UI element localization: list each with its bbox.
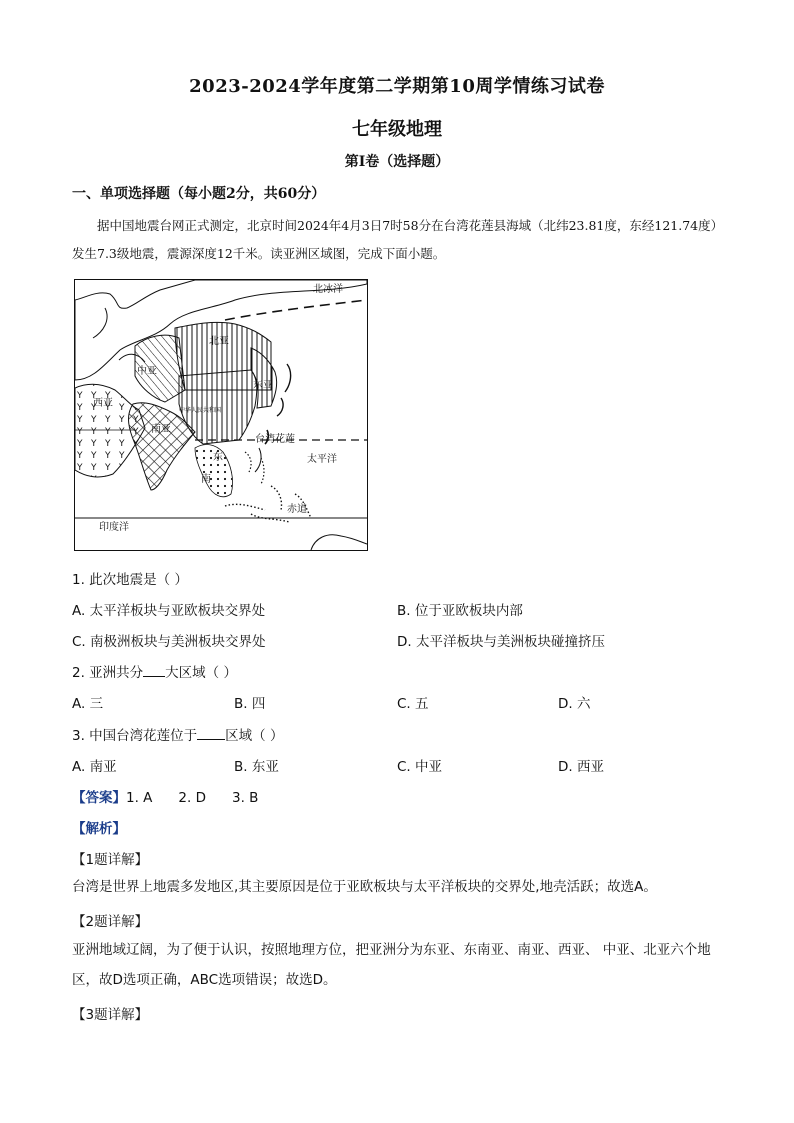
label-china: 中华人民共和国 <box>179 407 222 414</box>
q3-detail-heading: 【3题详解】 <box>72 1007 149 1023</box>
section-heading: 一、单项选择题（每小题2分，共60分） <box>72 186 326 202</box>
question-3-stem-post: 区域（ ） <box>225 728 284 744</box>
label-south-asia: 南亚 <box>151 424 171 435</box>
question-1-stem: 1. 此次地震是（ ） <box>72 572 188 588</box>
question-2-stem <box>72 661 237 681</box>
question-2-option-b[interactable]: B. 四 <box>234 696 266 712</box>
question-2-option-c[interactable]: C. 五 <box>397 696 429 712</box>
answer-line <box>72 786 284 806</box>
label-indian-ocean: 印度洋 <box>99 522 129 533</box>
question-3-option-b[interactable]: B. 东亚 <box>234 759 279 775</box>
question-3-stem <box>72 724 283 744</box>
label-west-asia: 西亚 <box>93 398 113 409</box>
question-2-option-a[interactable]: A. 三 <box>72 696 104 712</box>
label-hualien: 台湾花莲 <box>255 434 295 445</box>
answer-item-1: 1. A <box>126 790 153 806</box>
asia-region-map <box>74 279 368 551</box>
label-north-asia: 北亚 <box>209 336 229 347</box>
question-1-option-d[interactable]: D. 太平洋板块与美洲板块碰撞挤压 <box>397 634 605 650</box>
question-2-stem-post: 大区域（ ） <box>165 665 237 681</box>
label-pacific-ocean: 太平洋 <box>307 454 337 465</box>
asia-map-svg <box>75 280 367 550</box>
label-arctic-ocean: 北冰洋 <box>313 284 343 295</box>
question-2-blank <box>143 664 165 677</box>
q1-detail-text: 台湾是世界上地震多发地区,其主要原因是位于亚欧板块与太平洋板块的交界处,地壳活跃；故选A。 <box>72 879 657 895</box>
question-3-option-a[interactable]: A. 南亚 <box>72 759 117 775</box>
label-southeast-south: 南 <box>201 474 211 485</box>
question-3-stem-pre: 3. 中国台湾花莲位于 <box>72 728 198 744</box>
label-east-asia: 东亚 <box>253 380 273 391</box>
question-3-option-c[interactable]: C. 中亚 <box>397 759 443 775</box>
question-intro: 据中国地震台网正式测定，北京时间2024年4月3日7时58分在台湾花莲县海域（北纬23.81度，东经121.74度）发生7.3级地震，震源深度12千米。读亚洲区域图，完成下面小题。 <box>72 218 717 261</box>
question-2-option-d[interactable]: D. 六 <box>558 696 591 712</box>
q1-detail-heading: 【1题详解】 <box>72 852 149 868</box>
exam-title: 2023-2024学年度第二学期第10周学情练习试卷 <box>189 76 605 97</box>
question-3-blank <box>197 727 225 740</box>
label-equator: 赤道 <box>287 504 307 515</box>
exam-subject: 七年级地理 <box>352 119 442 140</box>
analysis-tag <box>72 817 126 837</box>
answer-item-2: 2. D <box>178 790 206 806</box>
question-1-option-c[interactable]: C. 南极洲板块与美洲板块交界处 <box>72 634 266 650</box>
label-central-asia: 中亚 <box>137 366 157 377</box>
arctic-circle-line <box>225 300 367 320</box>
exam-volume: 第I卷（选择题） <box>344 154 450 170</box>
question-1-option-a[interactable]: A. 太平洋板块与亚欧板块交界处 <box>72 603 266 619</box>
answer-tag: 【答案】 <box>72 790 126 806</box>
label-southeast-east: 东 <box>213 452 223 463</box>
q2-detail-heading: 【2题详解】 <box>72 914 149 930</box>
question-1-option-b[interactable]: B. 位于亚欧板块内部 <box>397 603 523 619</box>
question-3-option-d[interactable]: D. 西亚 <box>558 759 604 775</box>
analysis-tag-text: 【解析】 <box>72 821 126 837</box>
question-2-stem-pre: 2. 亚洲共分 <box>72 665 144 681</box>
answer-item-3: 3. B <box>232 790 259 806</box>
q2-detail-text: 亚洲地域辽阔，为了便于认识，按照地理方位，把亚洲分为东亚、东南亚、南亚、西亚、 中亚、北亚六个地区，故D选项正确，ABC选项错误；故选D。 <box>72 942 711 988</box>
